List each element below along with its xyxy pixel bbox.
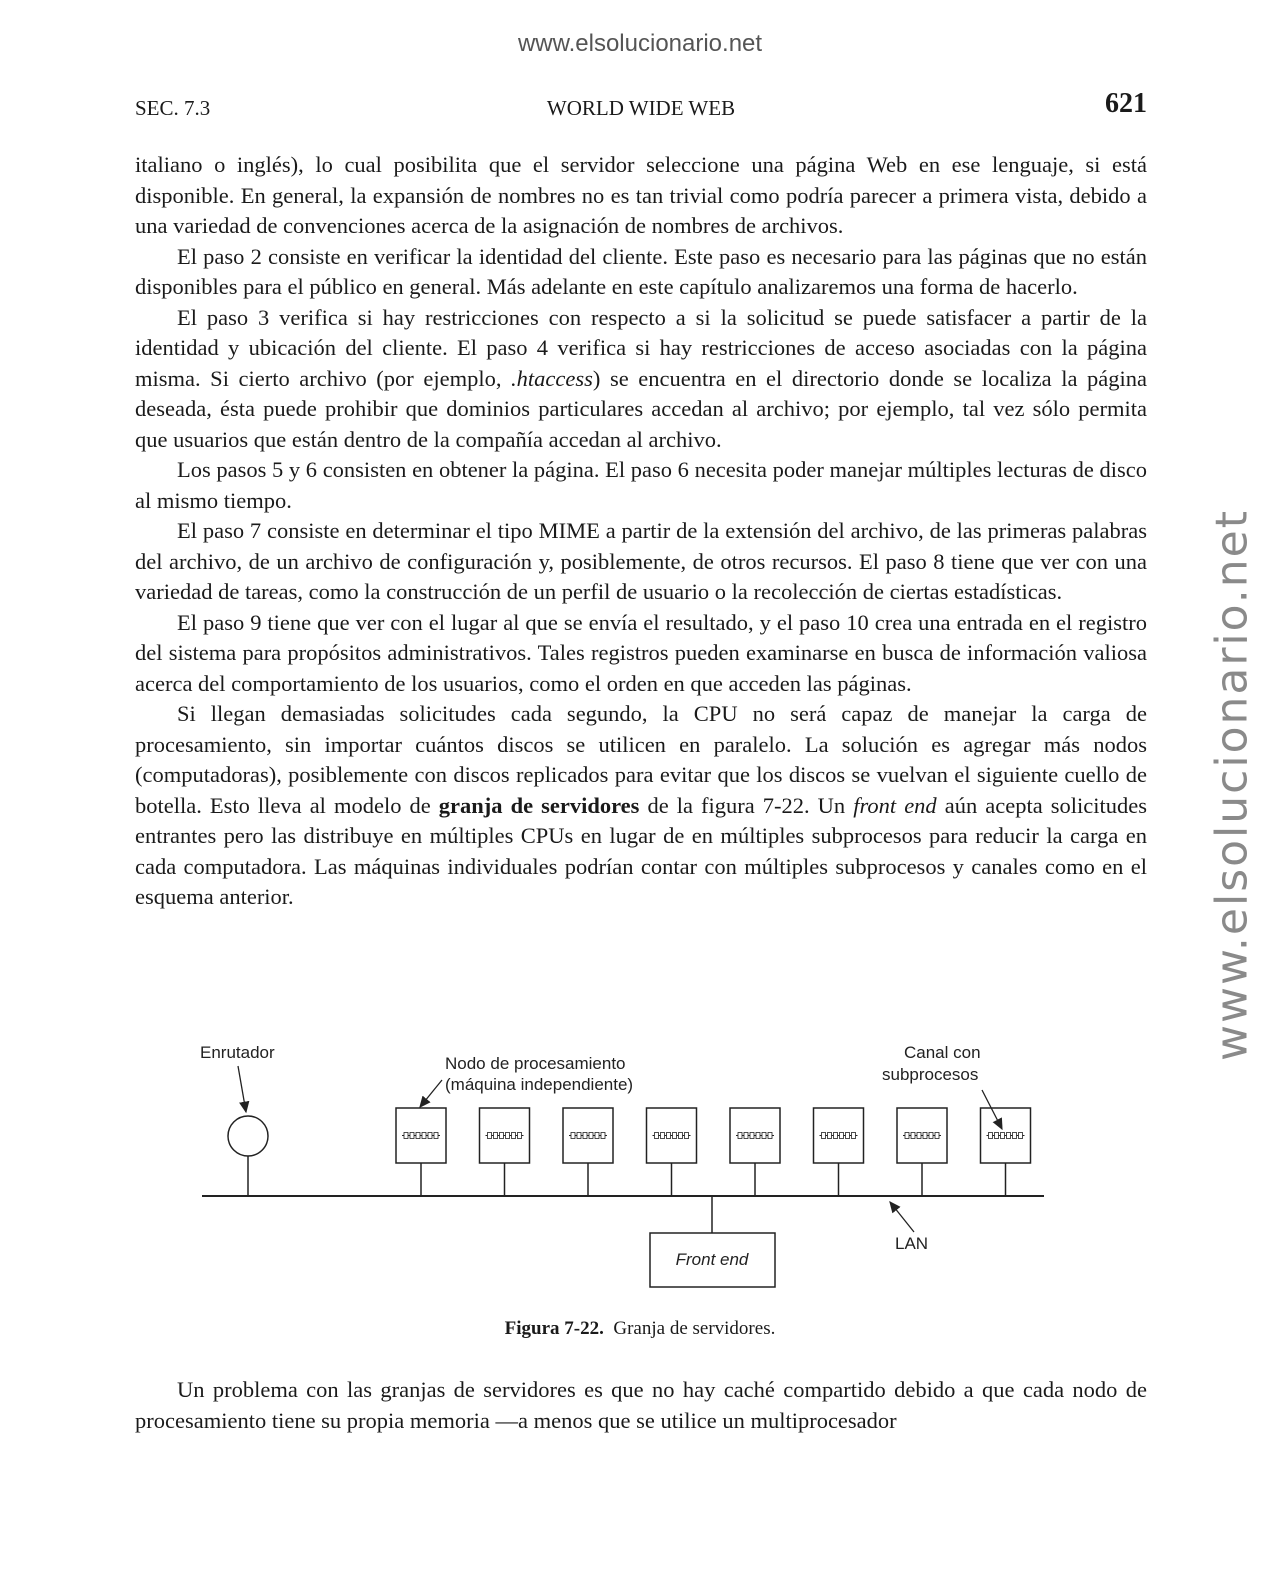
- thread-icon: [595, 1133, 599, 1139]
- paragraph-5: El paso 7 consiste en determinar el tipo MIME a partir de la extensión del archivo, de las primeras palabras del archivo, de un archivo de configuración y, posiblemente, de otros recursos. El paso 8 tiene que ver con una variedad de tareas, como la construcción de un perfil de usuario o la recolección de ciertas estadísticas.: [135, 518, 1147, 604]
- thread-icon: [1013, 1133, 1017, 1139]
- thread-icon: [410, 1133, 414, 1139]
- thread-icon: [416, 1133, 420, 1139]
- paragraph-4: Los pasos 5 y 6 consisten en obtener la página. El paso 6 necesita poder manejar múltiples lecturas de disco al mismo tiempo.: [135, 457, 1147, 513]
- thread-icon: [422, 1133, 426, 1139]
- thread-icon: [995, 1133, 999, 1139]
- thread-icon: [685, 1133, 689, 1139]
- thread-icon: [488, 1133, 492, 1139]
- thread-icon: [494, 1133, 498, 1139]
- thread-icon: [512, 1133, 516, 1139]
- thread-icon: [1019, 1133, 1023, 1139]
- thread-icon: [840, 1133, 844, 1139]
- term-htaccess: .htaccess: [511, 365, 593, 391]
- processing-node: [897, 1108, 947, 1196]
- router-pointer: [238, 1066, 246, 1112]
- page-number: 621: [1105, 88, 1147, 119]
- thread-icon: [822, 1133, 826, 1139]
- thread-icon: [673, 1133, 677, 1139]
- thread-icon: [750, 1133, 754, 1139]
- processing-node: [647, 1108, 697, 1196]
- thread-icon: [518, 1133, 522, 1139]
- thread-icon: [917, 1133, 921, 1139]
- processing-node: [563, 1108, 613, 1196]
- thread-icon: [935, 1133, 939, 1139]
- thread-icon: [577, 1133, 581, 1139]
- thread-icon: [1001, 1133, 1005, 1139]
- thread-icon: [661, 1133, 665, 1139]
- thread-icon: [846, 1133, 850, 1139]
- tail-text: [135, 1375, 1147, 1436]
- thread-icon: [571, 1133, 575, 1139]
- paragraph-3: El paso 3 verifica si hay restricciones con respecto a si la solicitud se puede satisfacer a partir de la identidad y ubicación del cliente. El paso 4 verifica si hay restricciones de acceso asociadas con la página misma. Si cierto archivo (por ejemplo, .htaccess) se encuentra en el directorio donde se localiza la página deseada, ésta puede prohibir que dominios particulares accedan al archivo; por ejemplo, tal vez sólo permita que usuarios que están dentro de la compañía accedan al archivo.: [135, 304, 1147, 452]
- node-pointer: [420, 1080, 442, 1107]
- thread-icon: [744, 1133, 748, 1139]
- figure-number: Figura 7-22.: [504, 1318, 604, 1339]
- thread-icon: [911, 1133, 915, 1139]
- thread-icon: [1007, 1133, 1011, 1139]
- figure-caption: [0, 1318, 1280, 1340]
- node-label-line1: Nodo de procesamiento: [445, 1054, 626, 1073]
- thread-icon: [989, 1133, 993, 1139]
- thread-icon: [667, 1133, 671, 1139]
- thread-icon: [500, 1133, 504, 1139]
- section-label: SEC. 7.3: [135, 96, 211, 120]
- watermark-url: www.elsolucionario.net: [517, 30, 763, 57]
- thread-icon: [655, 1133, 659, 1139]
- channel-pointer: [982, 1090, 1002, 1129]
- front-end-label: Front end: [675, 1250, 749, 1269]
- farm-text-middle: de la figura 7-22. Un: [639, 792, 854, 818]
- paragraph-6: El paso 9 tiene que ver con el lugar al que se envía el resultado, y el paso 10 crea una entrada en el registro del sistema para propósitos administrativos. Tales registros pueden examinarse en busca de información valiosa acerca del comportamiento de los usuarios, como el orden en que acceden las páginas.: [135, 609, 1147, 696]
- processing-node: [981, 1108, 1031, 1196]
- thread-icon: [762, 1133, 766, 1139]
- processing-node: [396, 1108, 446, 1196]
- term-front-end: front end: [853, 792, 937, 818]
- running-title: WORLD WIDE WEB: [546, 96, 736, 120]
- thread-icon: [768, 1133, 772, 1139]
- thread-icon: [404, 1133, 408, 1139]
- thread-icon: [583, 1133, 587, 1139]
- processing-node: [730, 1108, 780, 1196]
- channel-label-line2: subprocesos: [882, 1065, 979, 1084]
- farm-text-before: Si llegan demasiadas solicitudes cada segundo, la CPU no será capaz de manejar la carga de procesamiento, sin importar cuántos discos se utilicen en paralelo. La solución es agregar más nodos (computadoras), posiblemente con discos replicados para evitar que los discos se vuelvan el siguiente cuello de botella. Esto lleva al modelo de: [135, 701, 1147, 818]
- lan-label: LAN: [895, 1234, 929, 1253]
- paragraph-server-farm: [135, 699, 1147, 913]
- thread-icon: [589, 1133, 593, 1139]
- body-text: [135, 150, 1147, 913]
- processing-node: [814, 1108, 864, 1196]
- thread-icon: [428, 1133, 432, 1139]
- figure-caption-text: Granja de servidores.: [613, 1318, 776, 1339]
- watermark-side-url: www.elsolucionario.net: [1206, 509, 1258, 1061]
- router-icon: [228, 1116, 268, 1156]
- thread-icon: [929, 1133, 933, 1139]
- processing-nodes: [396, 1108, 1031, 1196]
- thread-icon: [506, 1133, 510, 1139]
- thread-icon: [679, 1133, 683, 1139]
- lan-pointer: [890, 1202, 914, 1232]
- thread-icon: [601, 1133, 605, 1139]
- term-server-farm: granja de servidores: [438, 792, 640, 818]
- thread-icon: [828, 1133, 832, 1139]
- server-farm-diagram: [180, 1030, 1080, 1300]
- paragraph-2: El paso 2 consiste en verificar la identidad del cliente. Este paso es necesario para las páginas que no están disponibles para el público en general. Más adelante en este capítulo analizaremos una forma de hacerlo.: [135, 243, 1147, 299]
- channel-label-line1: Canal con: [904, 1043, 981, 1062]
- paragraph-1: italiano o inglés), lo cual posibilita que el servidor seleccione una página Web en ese lenguaje, si está disponible. En general, la expansión de nombres no es tan trivial como podría parecer a primera vista, debido a una variedad de convenciones acerca de la asignación de nombres de archivos.: [135, 152, 1147, 238]
- thread-icon: [738, 1133, 742, 1139]
- page-header: [135, 88, 1147, 128]
- thread-icon: [905, 1133, 909, 1139]
- node-label-line2: (máquina independiente): [445, 1075, 634, 1094]
- farm-text-after: aún acepta solicitudes entrantes pero las distribuye en múltiples CPUs en lugar de en múltiples subprocesos para reducir la carga en cada computadora. Las máquinas individuales podrían contar con múltiples subprocesos y canales como en el esquema anterior.: [135, 792, 1147, 909]
- thread-icon: [923, 1133, 927, 1139]
- thread-icon: [834, 1133, 838, 1139]
- processing-node: [480, 1108, 530, 1196]
- paragraph-tail: Un problema con las granjas de servidores es que no hay caché compartido debido a que cada nodo de procesamiento tiene su propia memoria —a menos que se utilice un multiprocesador: [135, 1377, 1147, 1433]
- router-label: Enrutador: [200, 1043, 275, 1062]
- thread-icon: [434, 1133, 438, 1139]
- thread-icon: [756, 1133, 760, 1139]
- thread-icon: [852, 1133, 856, 1139]
